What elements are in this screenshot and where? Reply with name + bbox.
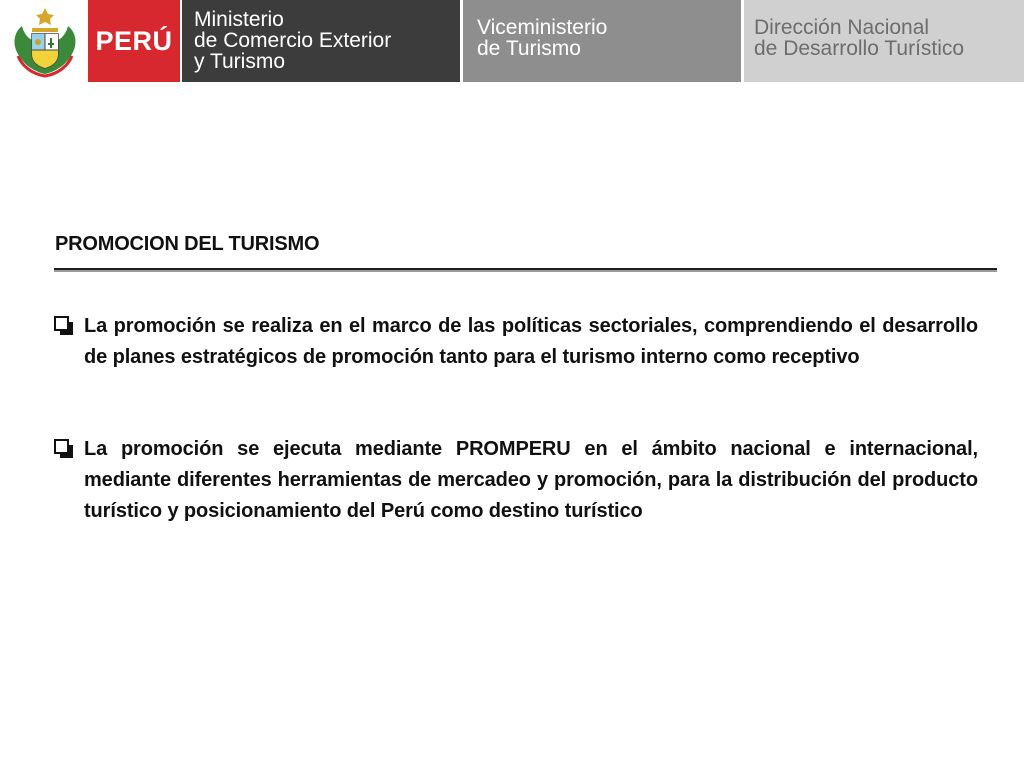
bullet-item [54,311,978,373]
bullet-item [54,434,978,527]
checkbox-bullet-icon [54,439,74,459]
peru-coat-of-arms-icon [8,4,82,78]
header-banner [0,0,1024,84]
peru-label: PERÚ [88,0,180,82]
ministerio-label: Ministerio de Comercio Exterior y Turismo [182,0,460,82]
checkbox-bullet-icon [54,316,74,336]
bullet-text: La promoción se realiza en el marco de las políticas sectoriales, comprendiendo el desarrollo de planes estratégicos de promoción tanto para el turismo interno como receptivo [84,315,978,368]
direccion-label: Dirección Nacional de Desarrollo Turístico [744,0,1024,82]
title-divider [54,268,997,272]
viceministerio-label: Viceministerio de Turismo [463,0,741,82]
slide-title: PROMOCION DEL TURISMO [55,233,320,255]
bullet-text: La promoción se ejecuta mediante PROMPERU en el ámbito nacional e internacional, mediante diferentes herramientas de mercadeo y promoción, para la distribución del producto turístico y posicionamiento del Perú como destino turístico [84,438,978,522]
